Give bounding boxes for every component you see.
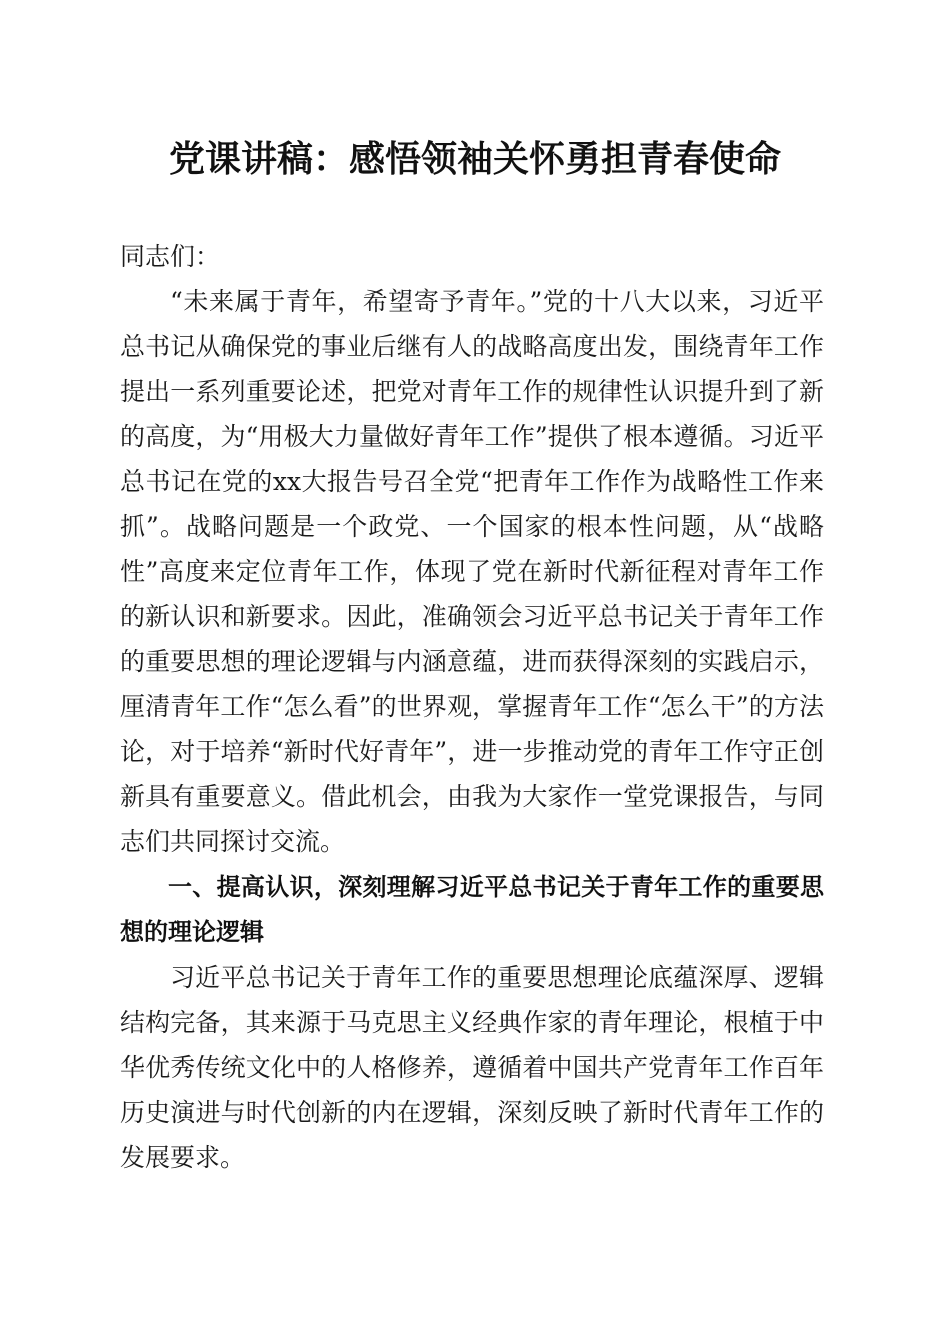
salutation: 同志们：	[120, 242, 221, 271]
intro-paragraph: “未来属于青年，希望寄予青年。”党的十八大以来，习近平总书记从确保党的事业后继有人的战略高度出发，围绕青年工作提出一系列重要论述，把党对青年工作的规律性认识提升到了新的高度，为“用极大力量做好青年工作”提供了根本遵循。习近平总书记在党的xx大报告号召全党“把青年工作作为战略性工作来抓”。战略问题是一个政党、一个国家的根本性问题，从“战略性”高度来定位青年工作，体现了党在新时代新征程对青年工作的新认识和新要求。因此，准确领会习近平总书记关于青年工作的重要思想的理论逻辑与内涵意蕴，进而获得深刻的实践启示，厘清青年工作“怎么看”的世界观，掌握青年工作“怎么干”的方法论，对于培养“新时代好青年”，进一步推动党的青年工作守正创新具有重要意义。借此机会，由我为大家作一堂党课报告，与同志们共同探讨交流。	[120, 287, 824, 856]
section-1-paragraph: 习近平总书记关于青年工作的重要思想理论底蕴深厚、逻辑结构完备，其来源于马克思主义经典作家的青年理论，根植于中华优秀传统文化中的人格修养，遵循着中国共产党青年工作百年历史演进与时代创新的内在逻辑，深刻反映了新时代青年工作的发展要求。	[120, 963, 824, 1172]
section-heading-1: 一、提高认识，深刻理解习近平总书记关于青年工作的重要思想的理论逻辑	[120, 873, 824, 946]
document-title: 党课讲稿：感悟领袖关怀勇担青春使命	[168, 138, 781, 180]
